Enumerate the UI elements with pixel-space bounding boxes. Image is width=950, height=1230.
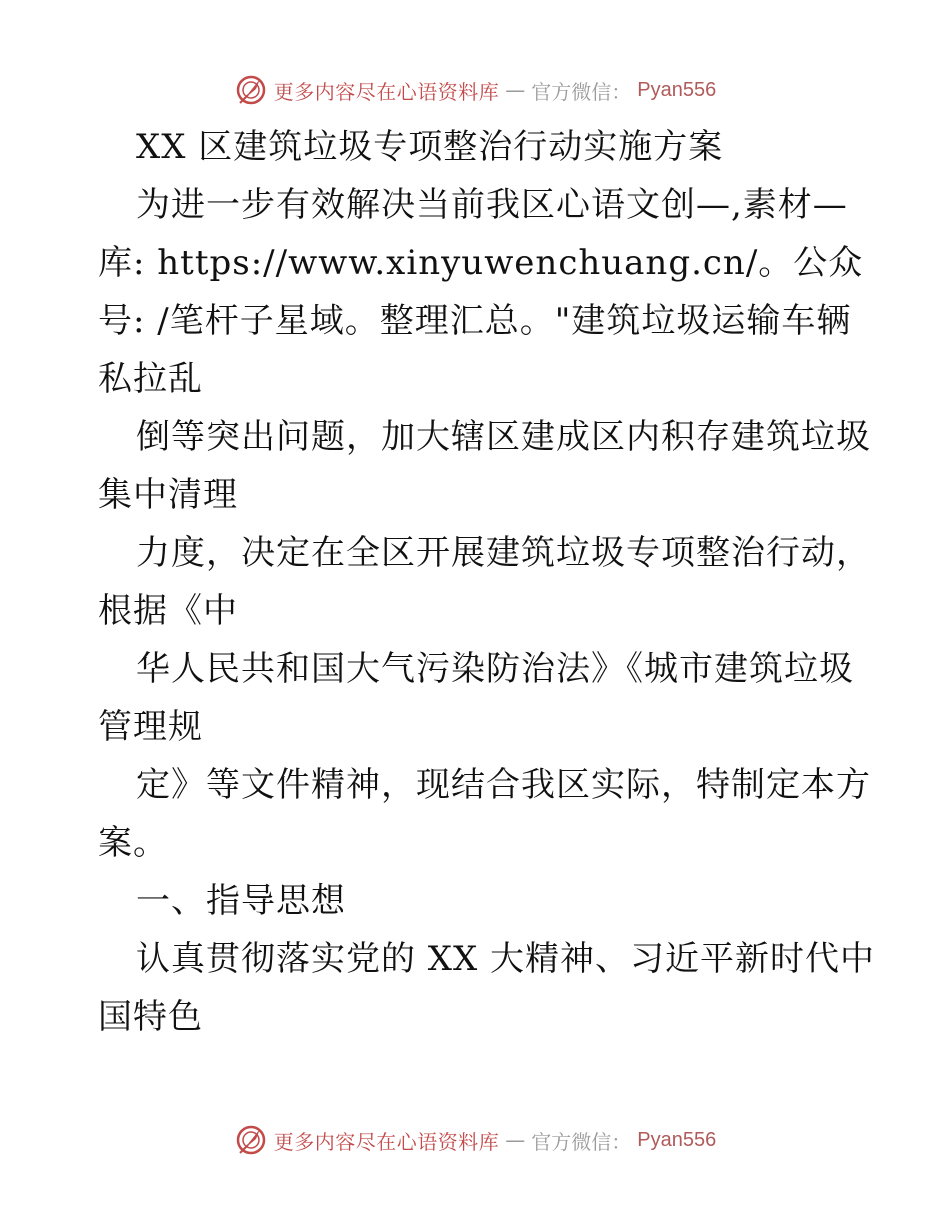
paragraph-line: 倒等突出问题，加大辖区建成区内积存建筑垃圾 <box>136 417 871 457</box>
footer-watermark <box>0 1120 950 1160</box>
watermark-wechat-id: Pyan556 <box>637 78 717 101</box>
document-title: XX 区建筑垃圾专项整治行动实施方案 <box>136 127 724 167</box>
watermark-wechat-id: Pyan556 <box>637 1128 717 1151</box>
paragraph-line: 库: https://www.xinyuwenchuang.cn/。公众 <box>98 243 864 283</box>
paragraph-line: 定》等文件精神，现结合我区实际，特制定本方 <box>136 765 871 805</box>
watermark-official-label: 官方微信： <box>531 79 632 104</box>
feather-seal-icon <box>234 1123 268 1157</box>
watermark-separator: — <box>505 78 526 102</box>
paragraph-line: 力度，决定在全区开展建筑垃圾专项整治行动， <box>136 533 871 573</box>
paragraph-line: 管理规 <box>98 707 203 747</box>
watermark-official-label: 官方微信： <box>531 1129 632 1154</box>
paragraph-line: 国特色 <box>98 997 203 1037</box>
paragraph-line: 认真贯彻落实党的 XX 大精神、习近平新时代中 <box>136 939 876 979</box>
document-body <box>98 118 876 1046</box>
watermark-brand-text: 更多内容尽在心语资料库 <box>273 79 500 104</box>
watermark-brand-text: 更多内容尽在心语资料库 <box>273 1129 500 1154</box>
header-watermark <box>0 70 950 110</box>
paragraph-line: 根据《中 <box>98 591 238 631</box>
paragraph-line: 私拉乱 <box>98 359 203 399</box>
paragraph-line: 华人民共和国大气污染防治法》《城市建筑垃圾 <box>136 649 854 689</box>
watermark-separator: — <box>505 1128 526 1152</box>
feather-seal-icon <box>234 73 268 107</box>
paragraph-line: 为进一步有效解决当前我区心语文创—,素材— <box>136 185 848 225</box>
paragraph-line: 号: /笔杆子星域。整理汇总。"建筑垃圾运输车辆 <box>98 301 852 341</box>
paragraph-line: 案。 <box>98 823 168 863</box>
section-heading: 一、指导思想 <box>136 881 346 921</box>
paragraph-line: 集中清理 <box>98 475 238 515</box>
